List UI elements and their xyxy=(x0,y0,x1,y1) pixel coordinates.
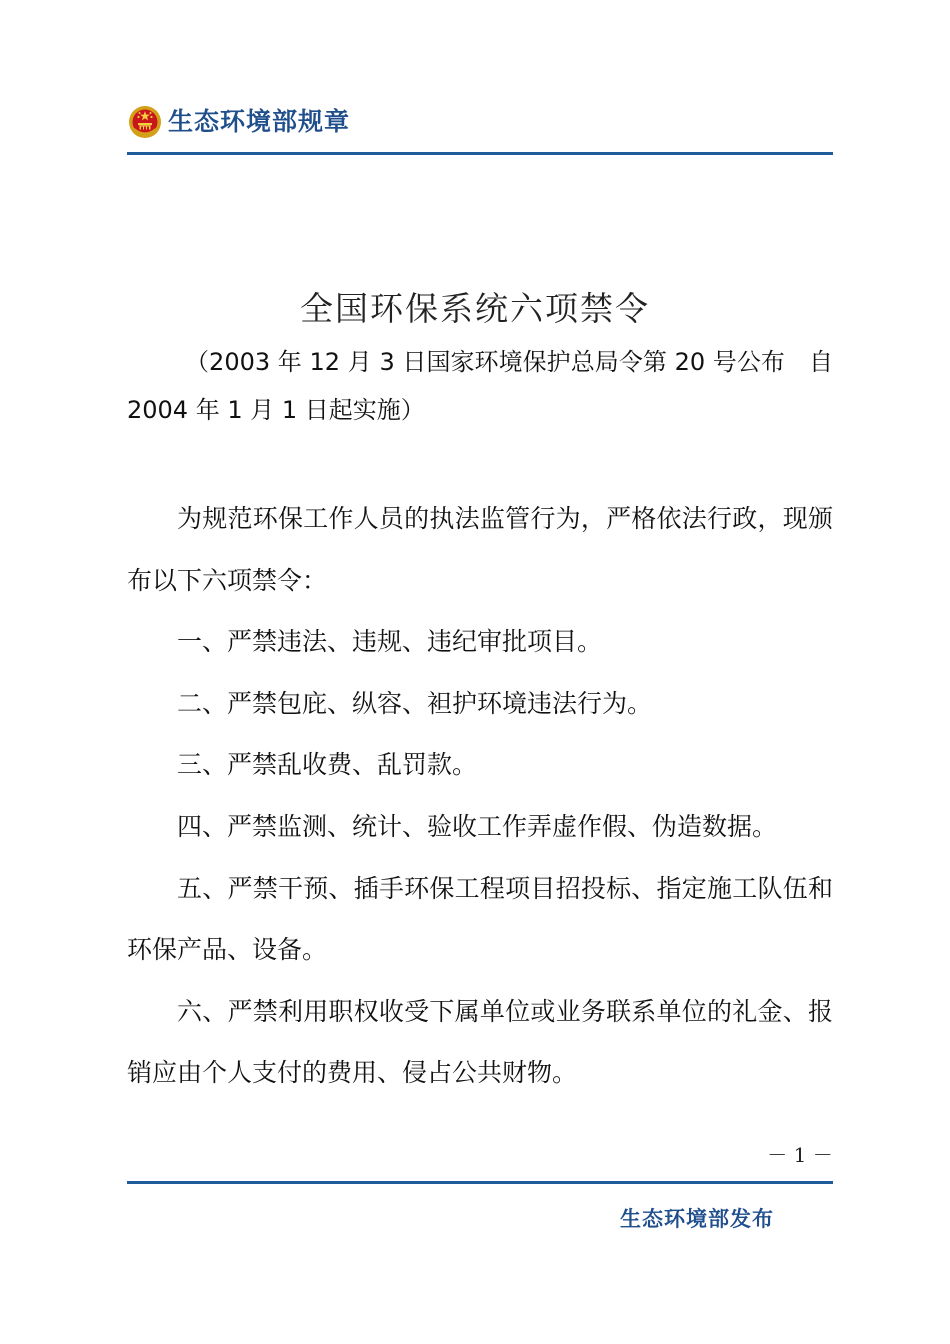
footer-publisher: 生态环境部发布 xyxy=(620,1207,774,1231)
prohibition-item-1: 一、严禁违法、违规、违纪审批项目。 xyxy=(177,627,603,657)
page-header xyxy=(128,100,350,144)
prohibition-item-6: 六、严禁利用职权收受下属单位或业务联系单位的礼金、报销应由个人支付的费用、侵占公共财物。 xyxy=(127,996,833,1088)
prohibition-item-2: 二、严禁包庇、纵容、袒护环境违法行为。 xyxy=(177,688,653,718)
footer-divider xyxy=(127,1181,833,1184)
page-number: － 1 － xyxy=(767,1143,833,1167)
prohibition-item-3: 三、严禁乱收费、乱罚款。 xyxy=(177,750,478,780)
prohibition-item-5: 五、严禁干预、插手环保工程项目招投标、指定施工队伍和环保产品、设备。 xyxy=(127,873,833,965)
document-title: 全国环保系统六项禁令 xyxy=(300,289,650,328)
header-divider xyxy=(127,152,833,155)
national-emblem-icon xyxy=(128,105,162,139)
header-title: 生态环境部规章 xyxy=(168,107,351,136)
document-subtitle: （2003 年 12 月 3 日国家环境保护总局令第 20 号公布 自 2004 年 1 月 1 日起实施） xyxy=(127,348,833,424)
document-body xyxy=(127,488,833,1104)
intro-paragraph: 为规范环保工作人员的执法监管行为，严格依法行政，现颁布以下六项禁令： xyxy=(127,504,833,595)
prohibition-item-4: 四、严禁监测、统计、验收工作弄虚作假、伪造数据。 xyxy=(177,811,778,841)
